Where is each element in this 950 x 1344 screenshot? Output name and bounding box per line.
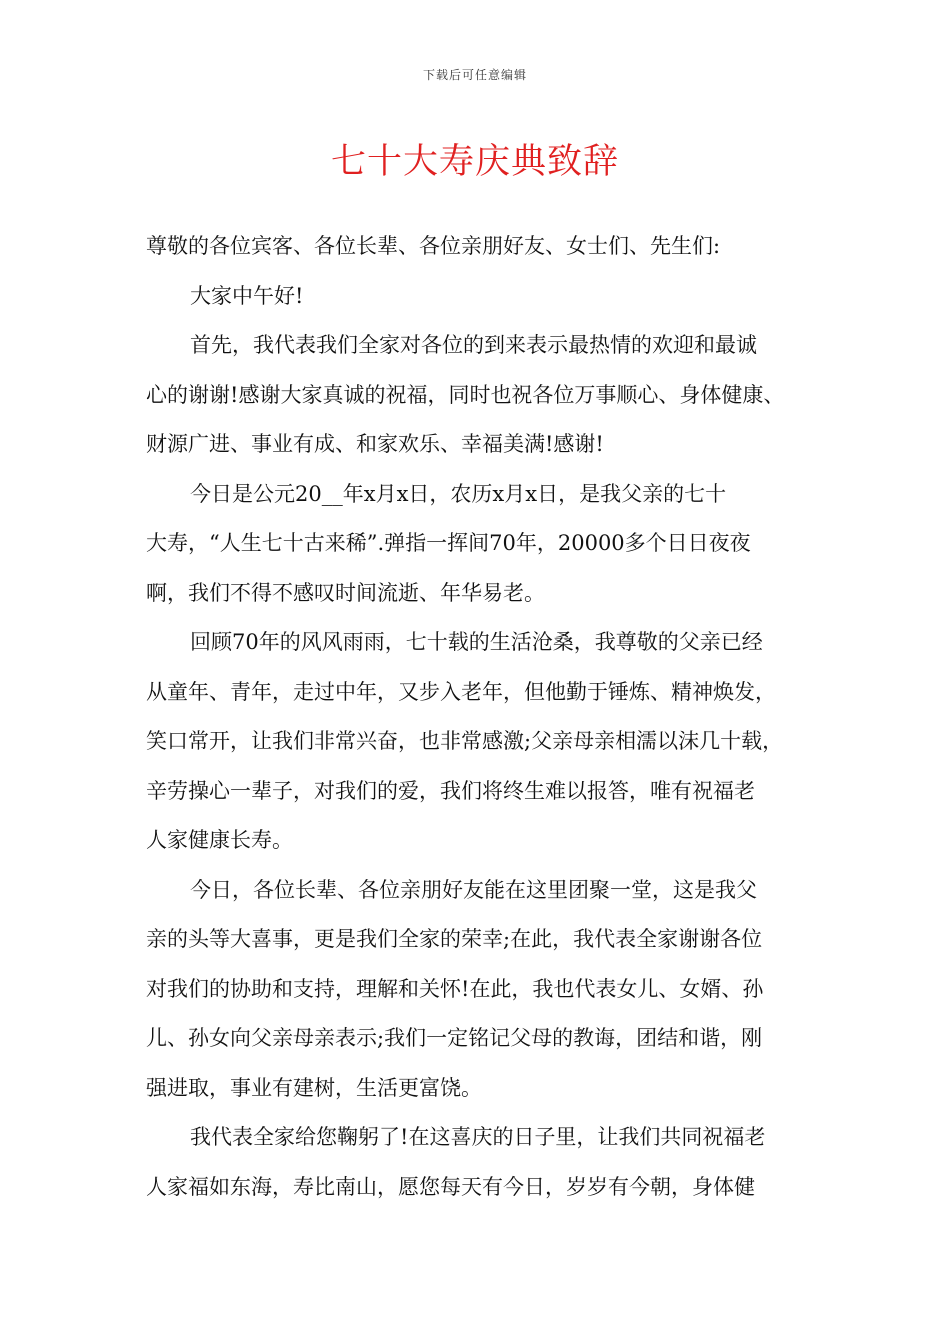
paragraph-line: 今日是公元20__年x月x日，农历x月x日，是我父亲的七十 bbox=[190, 481, 727, 506]
salutation: 尊敬的各位宾客、各位长辈、各位亲朋好友、女士们、先生们: bbox=[146, 234, 721, 258]
paragraph-1 bbox=[146, 321, 826, 470]
paragraph-line: 亲的头等大喜事，更是我们全家的荣幸;在此，我代表全家谢谢各位 bbox=[146, 927, 763, 951]
paragraph-line: 我代表全家给您鞠躬了!在这喜庆的日子里，让我们共同祝福老 bbox=[190, 1125, 766, 1149]
paragraph-2 bbox=[146, 470, 826, 619]
paragraph-5 bbox=[146, 1113, 826, 1212]
paragraph-line: 从童年、青年，走过中年，又步入老年，但他勤于锤炼、精神焕发， bbox=[146, 679, 776, 704]
paragraph-line: 人家福如东海，寿比南山，愿您每天有今日，岁岁有今朝，身体健 bbox=[146, 1174, 755, 1199]
paragraph-line: 对我们的协助和支持，理解和关怀!在此，我也代表女儿、女婿、孙 bbox=[146, 976, 764, 1001]
document-body bbox=[146, 222, 826, 1212]
paragraph-line: 笑口常开，让我们非常兴奋，也非常感激;父亲母亲相濡以沫几十载， bbox=[146, 729, 784, 753]
paragraph-line: 啊，我们不得不感叹时间流逝、年华易老。 bbox=[146, 580, 545, 605]
paragraph-3 bbox=[146, 618, 826, 866]
paragraph-line: 人家健康长寿。 bbox=[146, 828, 293, 852]
paragraph-line: 今日，各位长辈、各位亲朋好友能在这里团聚一堂，这是我父 bbox=[190, 877, 757, 902]
paragraph-line: 大寿，“人生七十古来稀”.弹指一挥间70年，20000多个日日夜夜 bbox=[146, 531, 751, 555]
paragraph-line: 首先，我代表我们全家对各位的到来表示最热情的欢迎和最诚 bbox=[190, 333, 757, 357]
paragraph-line: 回顾70年的风风雨雨，七十载的生活沧桑，我尊敬的父亲已经 bbox=[190, 630, 763, 654]
paragraph-line: 辛劳操心一辈子，对我们的爱，我们将终生难以报答，唯有祝福老 bbox=[146, 778, 755, 803]
paragraph-line: 财源广进、事业有成、和家欢乐、幸福美满!感谢! bbox=[146, 432, 604, 456]
paragraph-line: 儿、孙女向父亲母亲表示;我们一定铭记父母的教诲，团结和谐，刚 bbox=[146, 1026, 763, 1050]
document-title: 七十大寿庆典致辞 bbox=[330, 142, 619, 182]
paragraph-4 bbox=[146, 866, 826, 1114]
header-note: 下载后可任意编辑 bbox=[422, 68, 527, 82]
paragraph-line: 强进取，事业有建树，生活更富饶。 bbox=[146, 1075, 482, 1100]
paragraph-line: 心的谢谢!感谢大家真诚的祝福，同时也祝各位万事顺心、身体健康、 bbox=[146, 382, 785, 407]
greeting: 大家中午好! bbox=[190, 283, 304, 308]
